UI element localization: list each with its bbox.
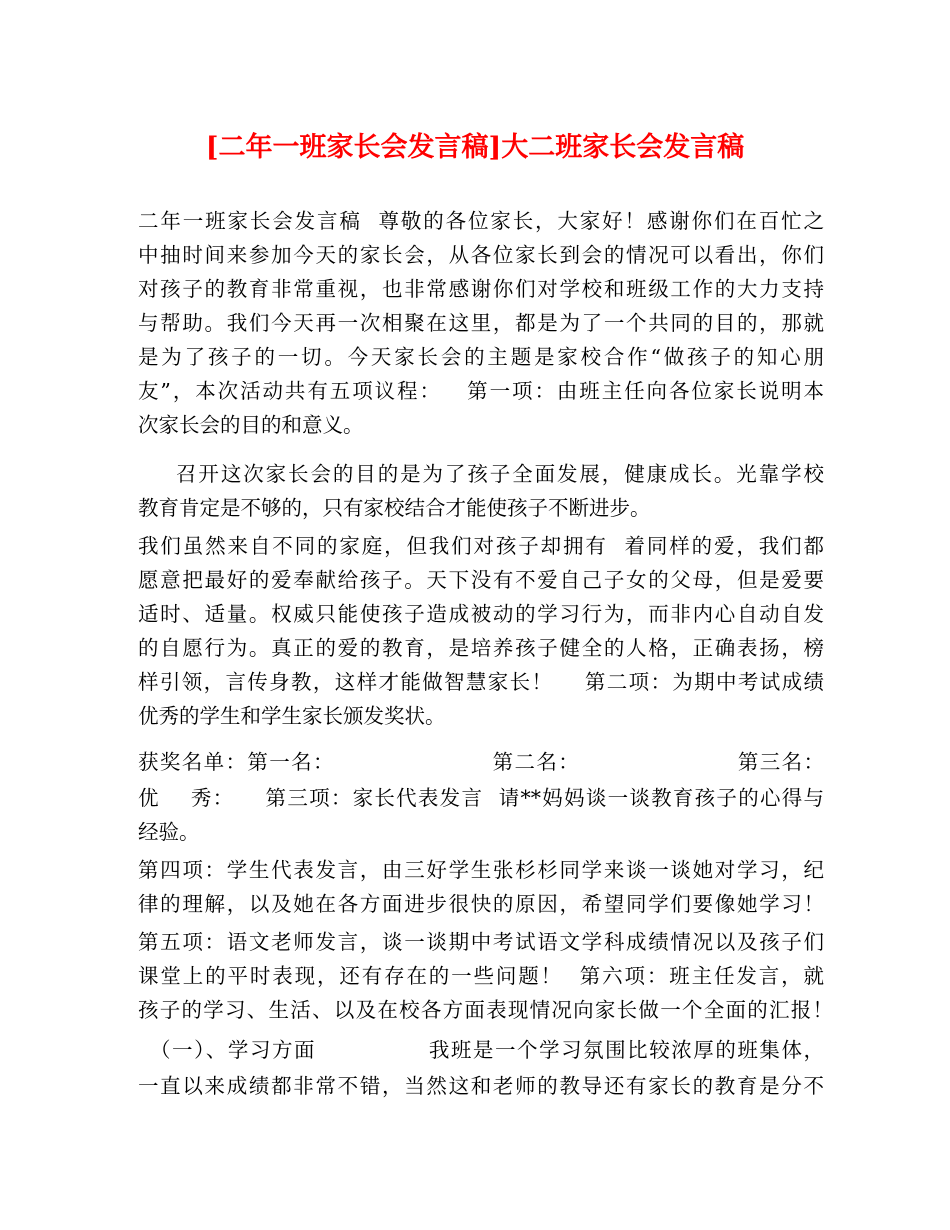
document-title: [二年一班家长会发言稿]大二班家长会发言稿 xyxy=(205,132,745,163)
paragraph-line: 经验。 xyxy=(138,820,200,844)
paragraph-line: 样引领，言传身教，这样才能做智慧家长！ 第二项：为期中考试成绩 xyxy=(138,670,824,694)
paragraph-line: 我们虽然来自不同的家庭，但我们对孩子却拥有 着同样的爱，我们都 xyxy=(138,534,824,558)
paragraph-line: 中抽时间来参加今天的家长会，从各位家长到会的情况可以看出，你们 xyxy=(138,243,824,267)
paragraph-line: 愿意把最好的爱奉献给孩子。天下没有不爱自己子女的父母，但是爱要 xyxy=(138,568,824,592)
paragraph-line: 二年一班家长会发言稿 尊敬的各位家长，大家好！感谢你们在百忙之 xyxy=(138,209,824,233)
paragraph-line: 对孩子的教育非常重视，也非常感谢你们对学校和班级工作的大力支持 xyxy=(138,277,824,301)
paragraph-line: 教育肯定是不够的，只有家校结合才能使孩子不断进步。 xyxy=(138,496,651,520)
paragraph-line: 一直以来成绩都非常不错，当然这和老师的教导还有家长的教育是分不 xyxy=(138,1074,824,1098)
paragraph-line: 次家长会的目的和意义。 xyxy=(138,413,364,437)
paragraph-line: 适时、适量。权威只能使孩子造成被动的学习行为，而非内心自动自发 xyxy=(138,602,824,626)
paragraph-line: 第五项：语文老师发言，谈一谈期中考试语文学科成绩情况以及孩子们 xyxy=(138,930,824,954)
paragraph-line: 优 秀： 第三项：家长代表发言 请**妈妈谈一谈教育孩子的心得与 xyxy=(138,786,824,810)
paragraph-line: 第四项：学生代表发言，由三好学生张杉杉同学来谈一谈她对学习，纪 xyxy=(138,858,824,882)
paragraph-line: 律的理解，以及她在各方面进步很快的原因，希望同学们要像她学习！ xyxy=(138,892,824,916)
paragraph-line: 召开这次家长会的目的是为了孩子全面发展，健康成长。光靠学校 xyxy=(176,462,824,486)
award-list-line: 获奖名单：第一名： 第二名： 第三名： xyxy=(138,750,824,774)
paragraph-line: 孩子的学习、生活、以及在校各方面表现情况向家长做一个全面的汇报！ xyxy=(138,998,833,1022)
paragraph-line: 与帮助。我们今天再一次相聚在这里，都是为了一个共同的目的，那就 xyxy=(138,311,824,335)
paragraph-line: （一）、学习方面 我班是一个学习氛围比较浓厚的班集体， xyxy=(150,1038,824,1062)
paragraph-line: 是为了孩子的一切。今天家长会的主题是家校合作“做孩子的知心朋 xyxy=(138,345,824,369)
paragraph-line: 友”，本次活动共有五项议程： 第一项：由班主任向各位家长说明本 xyxy=(138,379,824,403)
paragraph-line: 优秀的学生和学生家长颁发奖状。 xyxy=(138,704,446,728)
paragraph-line: 的自愿行为。真正的爱的教育，是培养孩子健全的人格，正确表扬，榜 xyxy=(138,636,824,660)
paragraph-line: 课堂上的平时表现，还有存在的一些问题！ 第六项：班主任发言，就 xyxy=(138,964,824,988)
